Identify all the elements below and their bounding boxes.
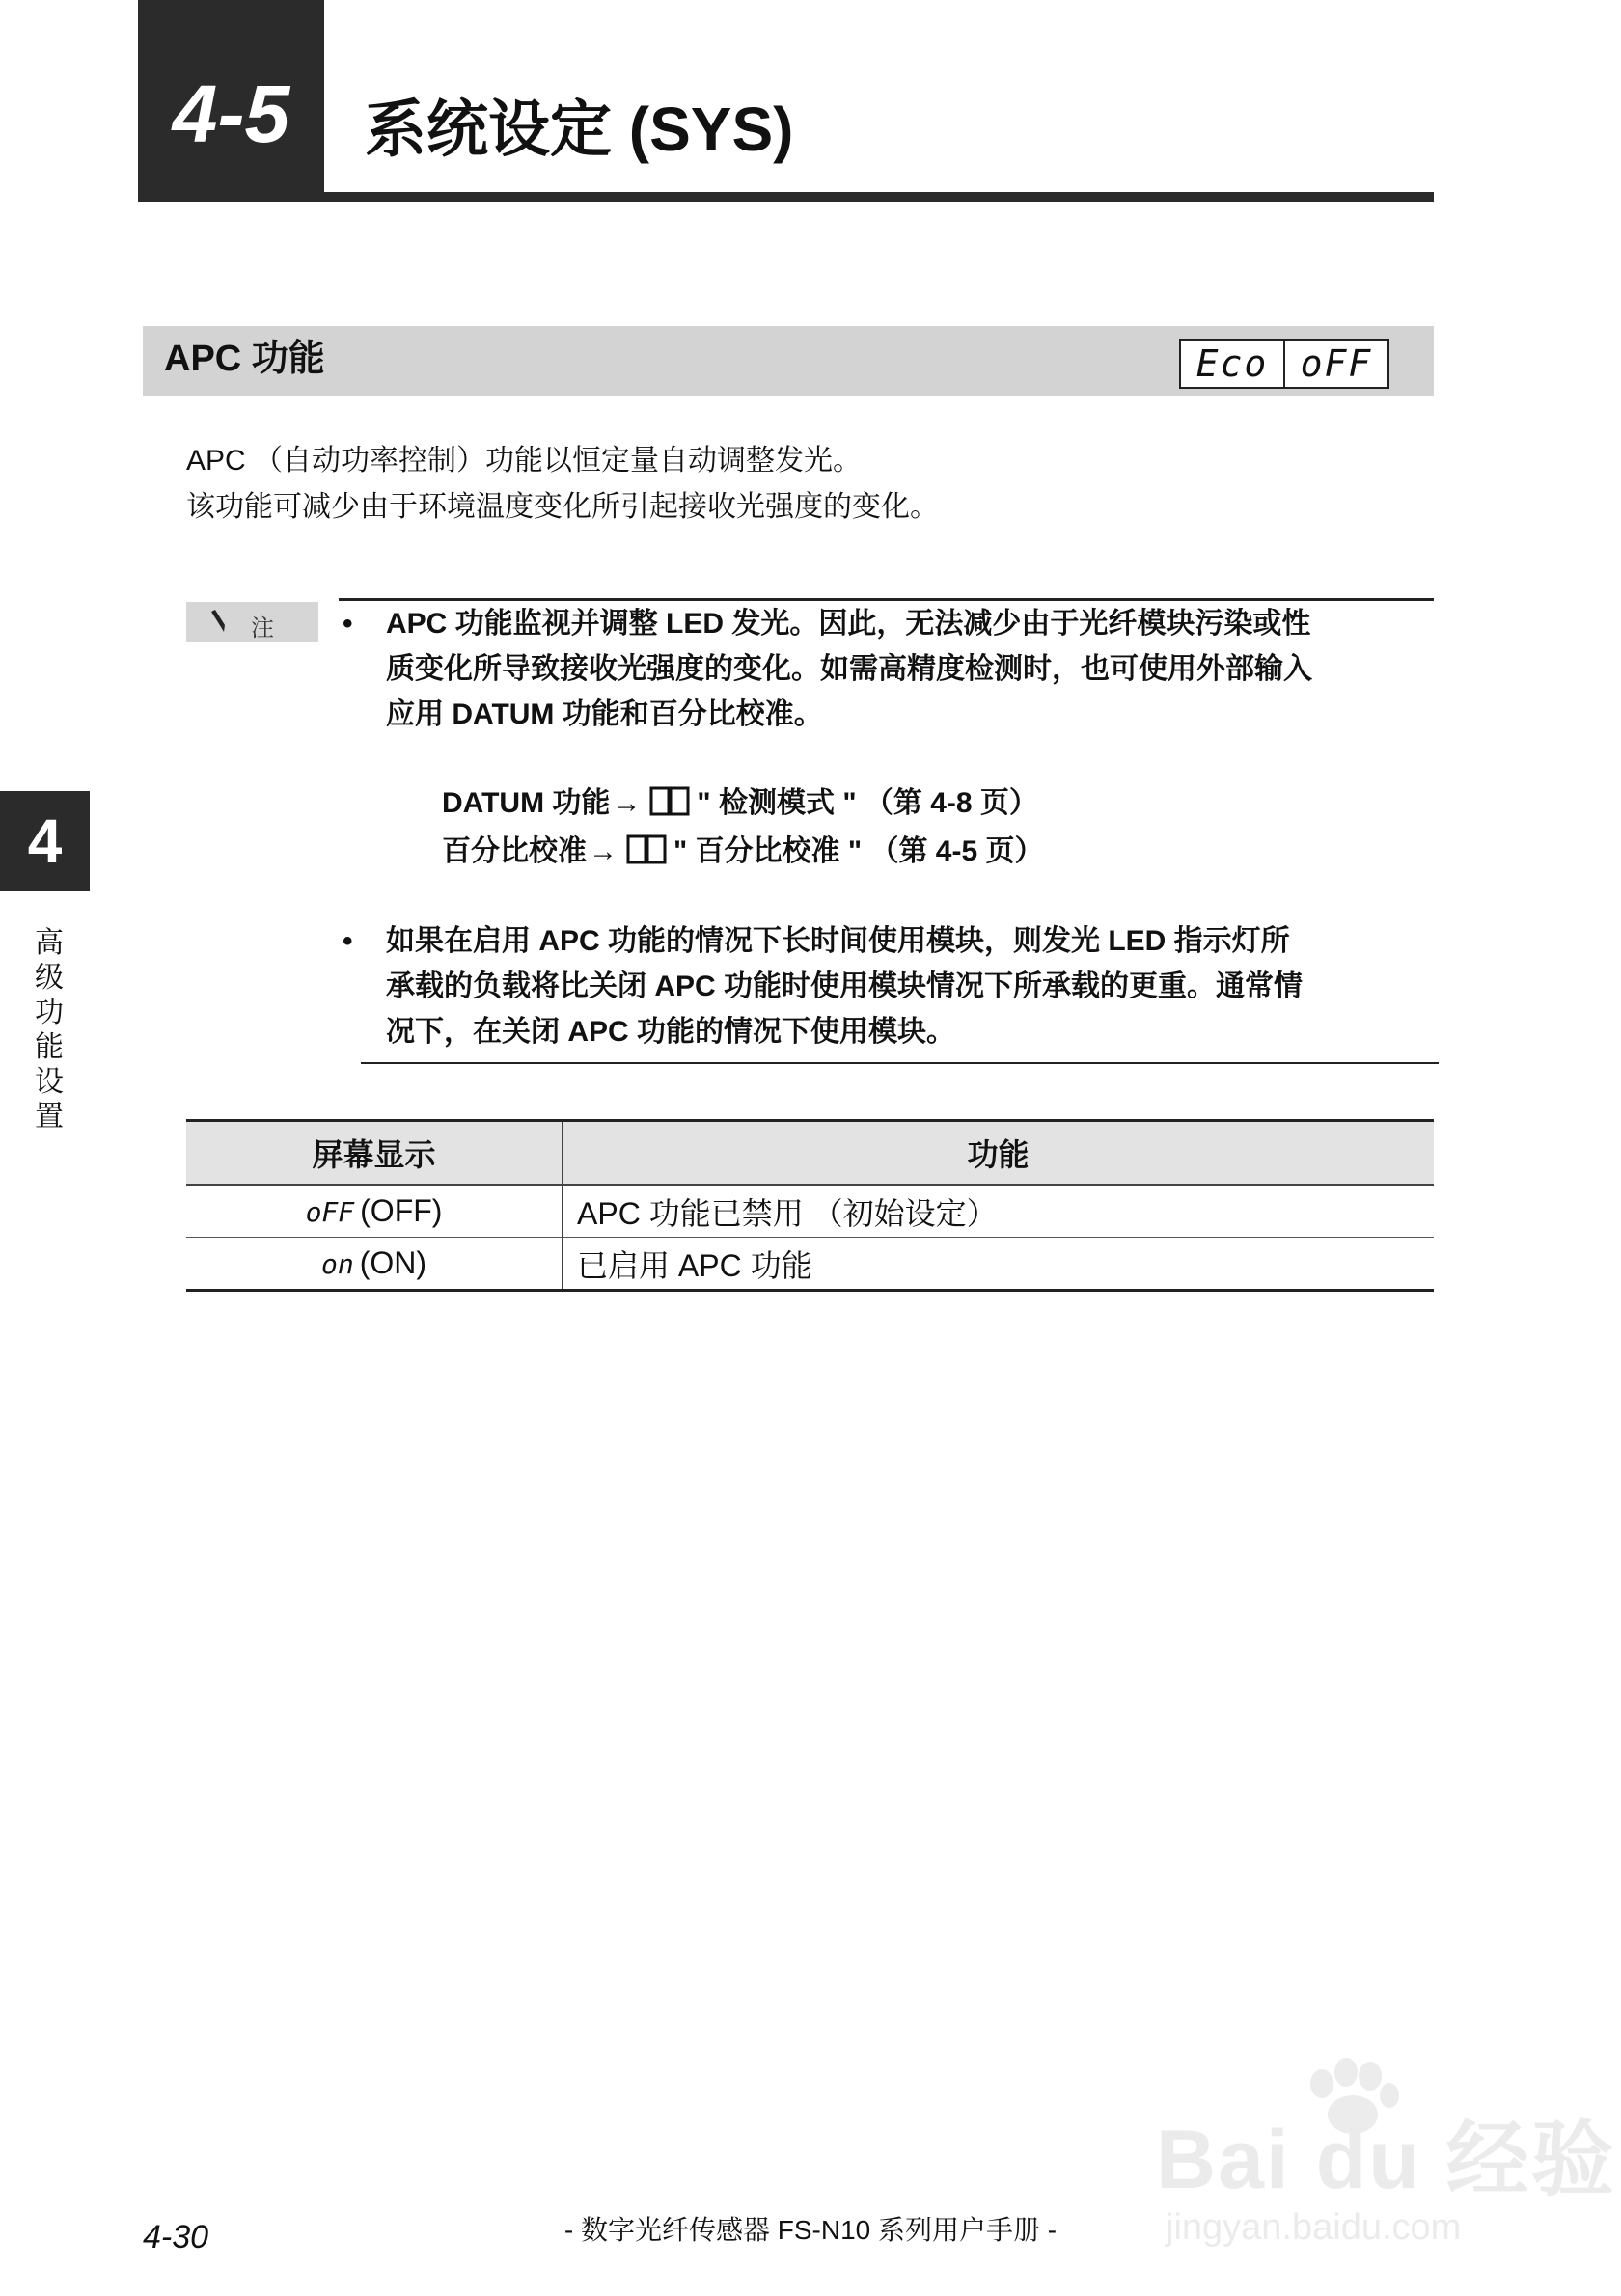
chapter-side-label: 高级功能设置 xyxy=(35,927,64,1133)
note-bullet: • xyxy=(343,608,353,640)
reference-label: DATUM 功能 xyxy=(442,787,611,819)
function-cell: APC 功能已禁用 （初始设定） xyxy=(563,1185,1434,1238)
reference-label: 百分比校准 xyxy=(442,835,587,867)
display-cell xyxy=(186,1185,563,1238)
chapter-number: 4-5 xyxy=(172,68,290,159)
reference-link[interactable]: " 检测模式 " （第 4-8 页） xyxy=(697,787,1038,819)
note-bullet: • xyxy=(343,925,353,957)
chapter-side-tab: 4 xyxy=(0,791,90,891)
watermark-logo: Bai du 经验 xyxy=(1156,2114,1616,2206)
settings-table xyxy=(186,1119,1434,1292)
note-bottom-rule xyxy=(361,1062,1439,1064)
lcd-right-text: oFF xyxy=(1300,342,1373,385)
pencil-icon xyxy=(204,606,238,641)
table-row xyxy=(186,1238,1434,1291)
note-line: APC 功能监视并调整 LED 发光。因此，无法减少由于光纤模块污染或性 xyxy=(386,608,1311,640)
note-line: 如果在启用 APC 功能的情况下长时间使用模块，则发光 LED 指示灯所 xyxy=(386,925,1290,957)
lcd-display xyxy=(1179,339,1389,389)
note-item-2 xyxy=(386,918,1434,1054)
function-cell: 已启用 APC 功能 xyxy=(563,1238,1434,1291)
display-label: (ON) xyxy=(359,1245,427,1280)
arrow-icon: → xyxy=(612,787,642,819)
segment-display-text: on xyxy=(320,1248,354,1280)
note-line: 况下，在关闭 APC 功能的情况下使用模块。 xyxy=(386,1016,956,1048)
book-icon xyxy=(648,783,691,818)
watermark-url: jingyan.baidu.com xyxy=(1166,2207,1462,2248)
intro-line: APC （自动功率控制）功能以恒定量自动调整发光。 xyxy=(186,445,863,477)
book-icon xyxy=(625,832,668,866)
arrow-icon: → xyxy=(589,835,618,867)
note-item-1 xyxy=(386,601,1434,737)
note-line: 应用 DATUM 功能和百分比校准。 xyxy=(386,698,823,730)
note-label: 注 xyxy=(251,615,274,642)
display-cell xyxy=(186,1238,563,1291)
intro-paragraph xyxy=(186,438,939,531)
segment-display-text: oFF xyxy=(305,1196,355,1228)
page-number: 4-30 xyxy=(143,2219,209,2255)
reference-link[interactable]: " 百分比校准 " （第 4-5 页） xyxy=(673,835,1044,867)
table-row xyxy=(186,1185,1434,1238)
reference-datum xyxy=(442,779,1043,828)
display-label: (OFF) xyxy=(360,1193,443,1228)
table-header-row xyxy=(186,1121,1434,1186)
note-line: 质变化所导致接收光强度的变化。如需高精度检测时，也可使用外部输入 xyxy=(386,653,1312,685)
reference-percent xyxy=(442,828,1043,876)
reference-list xyxy=(442,779,1043,876)
header-rule xyxy=(138,192,1434,202)
column-header-display: 屏幕显示 xyxy=(186,1121,563,1186)
lcd-left-text: Eco xyxy=(1195,342,1269,385)
section-title: APC 功能 xyxy=(164,339,325,379)
column-header-function: 功能 xyxy=(563,1121,1434,1186)
footer-title: - 数字光纤传感器 FS-N10 系列用户手册 - xyxy=(563,2215,1058,2245)
note-line: 承载的负载将比关闭 APC 功能时使用模块情况下所承载的更重。通常情 xyxy=(386,970,1304,1002)
page-title: 系统设定 (SYS) xyxy=(365,95,794,164)
intro-line: 该功能可减少由于环境温度变化所引起接收光强度的变化。 xyxy=(186,491,939,523)
